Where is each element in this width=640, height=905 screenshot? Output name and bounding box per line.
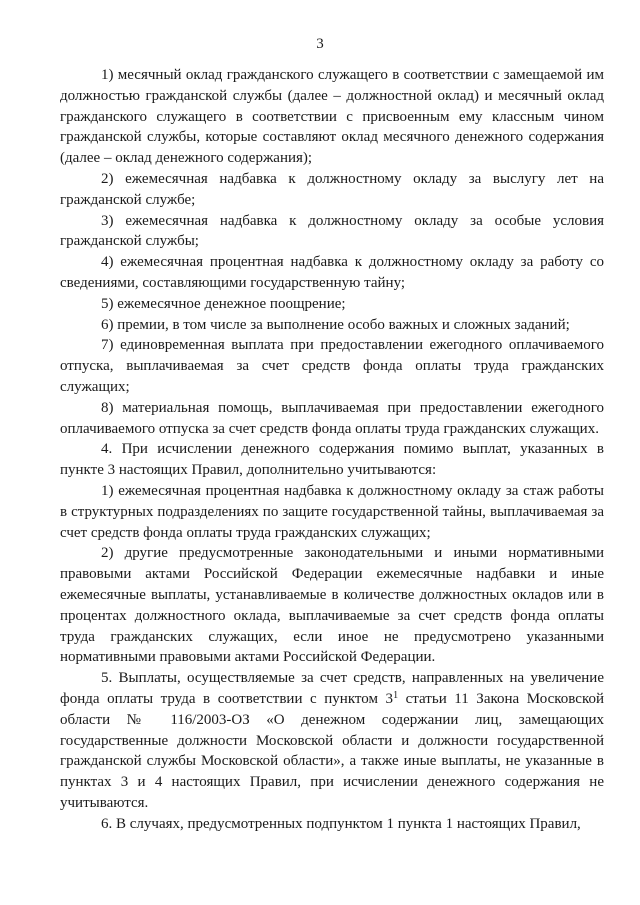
- paragraph-section-6: 6. В случаях, предусмотренных подпунктом 1 пункта 1 настоящих Правил,: [101, 815, 581, 832]
- superscript-marker: 1: [393, 689, 399, 701]
- document-body: [60, 65, 604, 834]
- paragraph-item-4: 4) ежемесячная процентная надбавка к должностному окладу за работу со сведениями, составляющими государственную тайну;: [60, 254, 604, 291]
- page-number: 3: [316, 36, 324, 52]
- paragraph-item-7: 7) единовременная выплата при предоставлении ежегодного оплачиваемого отпуска, выплачиваемая за счет средств фонда оплаты труда гражданских служащих;: [60, 337, 604, 395]
- section-5-text-start: 5. Выплаты, осуществляемые за счет средств, направленных на увеличение фонда оплаты труда в соответствии с пунктом 3: [60, 670, 604, 707]
- paragraph-section-4: 4. При исчислении денежного содержания помимо выплат, указанных в пункте 3 настоящих Правил, дополнительно учитываются:: [60, 441, 604, 479]
- paragraph-item-2: 2) ежемесячная надбавка к должностному окладу за выслугу лет на гражданской службе;: [60, 170, 604, 208]
- paragraph-item-1: 1) месячный оклад гражданского служащего в соответствии с замещаемой им должностью гражданской службы (далее – должностной оклад) и месячный оклад гражданского служащего в соответствии с присвоенным ему классным чином гражданской службы, которые составляют оклад месячного денежного содержания (далее – оклад денежного содержания);: [60, 67, 604, 167]
- paragraph-item-8: 8) материальная помощь, выплачиваемая при предоставлении ежегодного оплачиваемого отпуска за счет средств фонда оплаты труда гражданских служащих.: [60, 399, 604, 437]
- paragraph-section-4-item-2: 2) другие предусмотренные законодательными и иными нормативными правовыми актами Российской Федерации ежемесячные надбавки и иные ежемесячные выплаты, устанавливаемые в количестве должностных окладов или в процентах должностного оклада, выплачиваемые за счет средств фонда оплаты труда гражданских служащих, если иное не предусмотрено указанными нормативными правовыми актами Российской Федерации.: [60, 545, 604, 666]
- paragraph-section-4-item-1: 1) ежемесячная процентная надбавка к должностному окладу за стаж работы в структурных подразделениях по защите государственной тайны, выплачиваемая за счет средств фонда оплаты труда гражданских служащих;: [60, 482, 604, 541]
- paragraph-item-3: 3) ежемесячная надбавка к должностному окладу за особые условия гражданской службы;: [60, 212, 604, 250]
- paragraph-item-6: 6) премии, в том числе за выполнение особо важных и сложных заданий;: [101, 316, 570, 333]
- section-5-text-end: статьи 11 Закона Московской области № 116/2003-ОЗ «О денежном содержании лиц, замещающих государственные должности Московской области и должности государственной гражданской службы Московской области», а также иные выплаты, не указанные в пунктах 3 и 4 настоящих Правил, при исчислении денежного содержания не учитываются.: [60, 690, 604, 811]
- paragraph-item-5: 5) ежемесячное денежное поощрение;: [101, 295, 346, 312]
- paragraph-section-5: [60, 668, 604, 814]
